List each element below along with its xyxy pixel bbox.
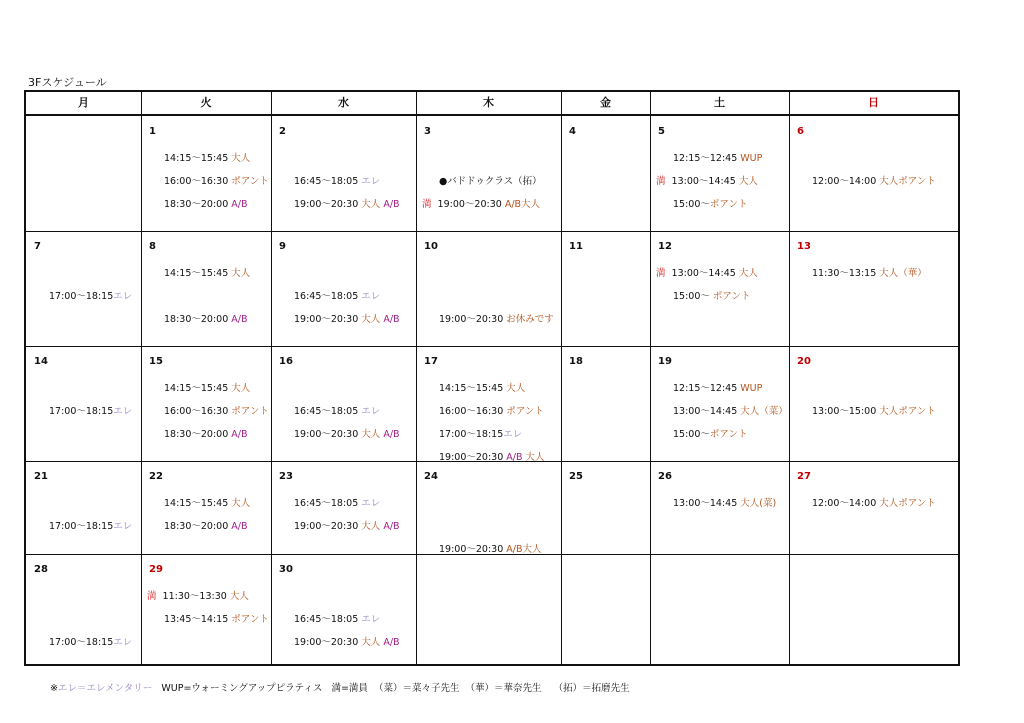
day-number: 18 <box>569 356 583 367</box>
day-number: 29 <box>149 564 163 575</box>
entry-text: 14:15～15:45 <box>164 268 232 279</box>
day-number: 25 <box>569 471 583 482</box>
day-cell <box>271 231 416 346</box>
entry-text: 17:00～18:15 <box>49 521 114 532</box>
entry-text: 16:00～16:30 <box>164 176 232 187</box>
class-entry <box>164 311 248 325</box>
class-entry <box>673 288 751 302</box>
entry-text: エレ <box>361 498 381 509</box>
entry-text: 18:30～20:00 <box>164 314 232 325</box>
weekday-header: 月 <box>78 96 89 109</box>
class-entry <box>294 403 380 417</box>
day-number: 22 <box>149 471 163 482</box>
day-number: 30 <box>279 564 293 575</box>
day-cell <box>26 346 141 461</box>
entry-text: エレ <box>361 176 381 187</box>
class-entry <box>164 518 248 532</box>
day-number: 2 <box>279 126 286 137</box>
day-cell <box>561 116 650 231</box>
day-cell <box>26 554 141 664</box>
day-number: 21 <box>34 471 48 482</box>
class-entry <box>164 265 250 279</box>
day-number: 1 <box>149 126 156 137</box>
day-number: 19 <box>658 356 672 367</box>
class-entry <box>294 173 380 187</box>
day-number: 5 <box>658 126 665 137</box>
entry-text: 15:00～ <box>673 291 713 302</box>
entry-text: 19:00～20:30 <box>439 314 507 325</box>
entry-text: 16:45～18:05 <box>294 176 362 187</box>
class-entry <box>294 518 400 532</box>
entry-text: 13:00～14:45 <box>673 406 741 417</box>
entry-text: 19:00～20:30 <box>439 452 507 463</box>
full-mark: 満 <box>422 199 432 210</box>
day-number: 27 <box>797 471 811 482</box>
class-entry <box>673 150 762 164</box>
entry-text: A/B <box>231 199 248 210</box>
class-entry <box>294 611 380 625</box>
weekday-header: 土 <box>714 96 725 109</box>
entry-text: お休みです <box>506 314 554 325</box>
entry-text: エレ <box>503 429 523 440</box>
entry-text: 16:00～16:30 <box>439 406 507 417</box>
day-cell <box>789 231 958 346</box>
entry-text: 14:15～15:45 <box>164 153 232 164</box>
day-cell <box>789 461 958 554</box>
entry-text: 14:15～15:45 <box>164 498 232 509</box>
class-entry <box>673 495 776 509</box>
entry-text: ポアント <box>709 199 748 210</box>
class-entry <box>812 265 927 279</box>
entry-text: ポアント <box>231 176 269 187</box>
entry-text: 13:45～14:15 <box>164 614 232 625</box>
day-cell <box>26 231 141 346</box>
day-number: 17 <box>424 356 438 367</box>
entry-text: 大人（菜） <box>740 406 788 417</box>
day-number: 26 <box>658 471 672 482</box>
weekday-header: 火 <box>200 96 212 109</box>
day-number: 4 <box>569 126 576 137</box>
class-entry <box>49 634 132 648</box>
calendar-grid <box>24 90 960 666</box>
day-cell <box>789 116 958 231</box>
entry-text: 大人 <box>506 383 526 394</box>
class-entry <box>812 173 936 187</box>
class-entry <box>49 518 132 532</box>
day-cell <box>271 461 416 554</box>
class-entry <box>673 403 788 417</box>
entry-text: 大人 <box>229 591 249 602</box>
class-entry <box>439 403 544 417</box>
class-entry <box>164 426 248 440</box>
day-number: 24 <box>424 471 438 482</box>
entry-text: エレ <box>113 521 133 532</box>
day-cell <box>650 554 789 664</box>
class-entry <box>164 403 269 417</box>
entry-text: 大人(菜) <box>740 498 777 509</box>
entry-text: 16:45～18:05 <box>294 291 362 302</box>
day-number: 14 <box>34 356 48 367</box>
weekday-header: 木 <box>483 96 494 109</box>
day-cell <box>141 346 271 461</box>
entry-text: WUP <box>740 383 763 394</box>
entry-text: A/B大人 <box>504 199 541 210</box>
entry-text: ●バドドゥクラス（拓） <box>439 176 542 187</box>
entry-text: A/B <box>383 199 400 210</box>
weekday-header: 日 <box>868 96 879 109</box>
entry-text: 17:00～18:15 <box>49 291 114 302</box>
class-entry <box>422 196 540 210</box>
day-cell <box>561 554 650 664</box>
entry-text: 大人ポアント <box>879 406 936 417</box>
class-entry <box>294 196 400 210</box>
full-mark: 満 <box>656 176 666 187</box>
entry-text: ポアント <box>709 429 748 440</box>
entry-text: 大人（華） <box>879 268 927 279</box>
entry-text: ポアント <box>712 291 751 302</box>
footnote-text: エレ＝エレメンタリー <box>57 683 153 694</box>
day-cell <box>561 231 650 346</box>
entry-text: エレ <box>113 406 133 417</box>
footnote-text: WUP=ウォーミングアップピラティス 満=満員 （菜）＝菜々子先生 （華）＝華奈先生 （拓）＝拓磨先生 <box>152 683 630 694</box>
entry-text: 大人 <box>361 637 381 648</box>
class-entry <box>812 495 936 509</box>
entry-text: ポアント <box>506 406 544 417</box>
day-cell <box>650 346 789 461</box>
day-cell <box>141 554 271 664</box>
entry-text: A/B大人 <box>506 544 542 555</box>
full-mark: 満 <box>656 268 666 279</box>
legend-footnote <box>50 680 630 694</box>
class-entry <box>439 173 542 187</box>
day-number: 6 <box>797 126 804 137</box>
entry-text: WUP <box>740 153 763 164</box>
full-mark: 満 <box>147 591 157 602</box>
class-entry <box>673 380 762 394</box>
entry-text: 19:00～20:30 <box>294 637 362 648</box>
entry-text: A/B <box>231 314 248 325</box>
class-entry <box>656 173 758 187</box>
entry-text: A/B <box>383 429 400 440</box>
day-number: 7 <box>34 241 41 252</box>
footnote-text: ※ <box>50 683 58 694</box>
day-cell <box>141 116 271 231</box>
entry-text: エレ <box>361 291 381 302</box>
entry-text: 大人 <box>231 498 251 509</box>
entry-text: エレ <box>361 406 381 417</box>
entry-text: 18:30～20:00 <box>164 199 232 210</box>
class-entry <box>294 495 380 509</box>
entry-text: 大人 <box>361 314 381 325</box>
day-cell <box>26 461 141 554</box>
class-entry <box>294 288 380 302</box>
day-cell <box>141 231 271 346</box>
entry-text: ポアント <box>231 406 269 417</box>
entry-text: 大人 <box>738 268 758 279</box>
day-number: 15 <box>149 356 163 367</box>
entry-text: 13:00～14:45 <box>665 268 739 279</box>
class-entry <box>164 611 269 625</box>
day-cell <box>561 346 650 461</box>
entry-text: エレ <box>113 637 133 648</box>
entry-text: 大人 <box>361 429 381 440</box>
day-cell <box>416 461 561 554</box>
class-entry <box>439 541 542 555</box>
weekday-header: 水 <box>338 96 349 109</box>
entry-text: 大人 <box>361 521 381 532</box>
entry-text: 12:00～14:00 <box>812 498 880 509</box>
entry-text: A/B <box>383 637 400 648</box>
entry-text: エレ <box>113 291 133 302</box>
entry-text: 13:00～14:45 <box>673 498 741 509</box>
class-entry <box>294 311 400 325</box>
weekday-header: 金 <box>600 96 611 109</box>
entry-text: 12:15～12:45 <box>673 153 741 164</box>
entry-text: 19:00～20:30 <box>294 429 362 440</box>
entry-text: 17:00～18:15 <box>439 429 504 440</box>
day-cell <box>650 231 789 346</box>
entry-text: 大人 <box>231 153 251 164</box>
class-entry <box>656 265 758 279</box>
entry-text: 15:00～ <box>673 199 710 210</box>
entry-text: ポアント <box>231 614 269 625</box>
entry-text: 大人 <box>231 383 251 394</box>
entry-text: 大人 <box>738 176 758 187</box>
day-number: 16 <box>279 356 293 367</box>
entry-text: 19:00～20:30 <box>294 199 362 210</box>
day-number: 8 <box>149 241 156 252</box>
entry-text: 大人ポアント <box>879 498 936 509</box>
entry-text: 14:15～15:45 <box>164 383 232 394</box>
entry-text: 18:30～20:00 <box>164 521 232 532</box>
day-cell <box>789 346 958 461</box>
entry-text: 16:45～18:05 <box>294 614 362 625</box>
schedule-title: 3Fスケジュール <box>28 76 107 89</box>
class-entry <box>164 495 250 509</box>
class-entry <box>812 403 936 417</box>
day-cell <box>271 554 416 664</box>
entry-text: 11:30～13:15 <box>812 268 880 279</box>
entry-text: 大人 <box>361 199 381 210</box>
day-number: 13 <box>797 241 811 252</box>
entry-text: 12:15～12:45 <box>673 383 741 394</box>
entry-text: エレ <box>361 614 381 625</box>
entry-text: 19:00～20:30 <box>439 544 507 555</box>
class-entry <box>439 311 554 325</box>
entry-text: 16:45～18:05 <box>294 406 362 417</box>
entry-text: 大人ポアント <box>879 176 936 187</box>
entry-text: 19:00～20:30 <box>294 521 362 532</box>
class-entry <box>439 380 525 394</box>
day-number: 11 <box>569 241 583 252</box>
entry-text: 14:15～15:45 <box>439 383 507 394</box>
class-entry <box>164 173 269 187</box>
entry-text: 15:00～ <box>673 429 710 440</box>
class-entry <box>673 196 748 210</box>
day-cell <box>416 346 561 461</box>
day-cell <box>416 231 561 346</box>
day-cell <box>416 116 561 231</box>
entry-text: A/B <box>231 521 248 532</box>
entry-text: 大人 <box>231 268 251 279</box>
day-number: 23 <box>279 471 293 482</box>
day-number: 10 <box>424 241 438 252</box>
class-entry <box>164 380 250 394</box>
entry-text: 18:30～20:00 <box>164 429 232 440</box>
entry-text: 19:00～20:30 <box>431 199 505 210</box>
day-cell <box>789 554 958 664</box>
entry-text: A/B <box>231 429 248 440</box>
day-cell <box>141 461 271 554</box>
day-number: 20 <box>797 356 811 367</box>
class-entry <box>439 426 522 440</box>
class-entry <box>147 588 249 602</box>
class-entry <box>49 288 132 302</box>
entry-text: A/B <box>383 521 400 532</box>
class-entry <box>294 634 400 648</box>
class-entry <box>294 426 400 440</box>
class-entry <box>164 150 250 164</box>
entry-text: 17:00～18:15 <box>49 406 114 417</box>
class-entry <box>164 196 248 210</box>
entry-text: 19:00～20:30 <box>294 314 362 325</box>
entry-text: 16:45～18:05 <box>294 498 362 509</box>
day-cell <box>561 461 650 554</box>
entry-text: 16:00～16:30 <box>164 406 232 417</box>
class-entry <box>49 403 132 417</box>
day-cell <box>650 461 789 554</box>
entry-text: A/B <box>383 314 400 325</box>
day-cell <box>650 116 789 231</box>
entry-text: 11:30～13:30 <box>156 591 230 602</box>
day-cell <box>416 554 561 664</box>
day-number: 28 <box>34 564 48 575</box>
day-number: 12 <box>658 241 672 252</box>
entry-text: 大人 <box>525 452 545 463</box>
entry-text: 12:00～14:00 <box>812 176 880 187</box>
day-cell <box>271 116 416 231</box>
entry-text: A/B <box>506 452 523 463</box>
day-cell <box>26 116 141 231</box>
day-number: 9 <box>279 241 286 252</box>
entry-text: 17:00～18:15 <box>49 637 114 648</box>
entry-text: 13:00～14:45 <box>665 176 739 187</box>
day-number: 3 <box>424 126 431 137</box>
day-cell <box>271 346 416 461</box>
class-entry <box>673 426 748 440</box>
entry-text: 13:00～15:00 <box>812 406 880 417</box>
